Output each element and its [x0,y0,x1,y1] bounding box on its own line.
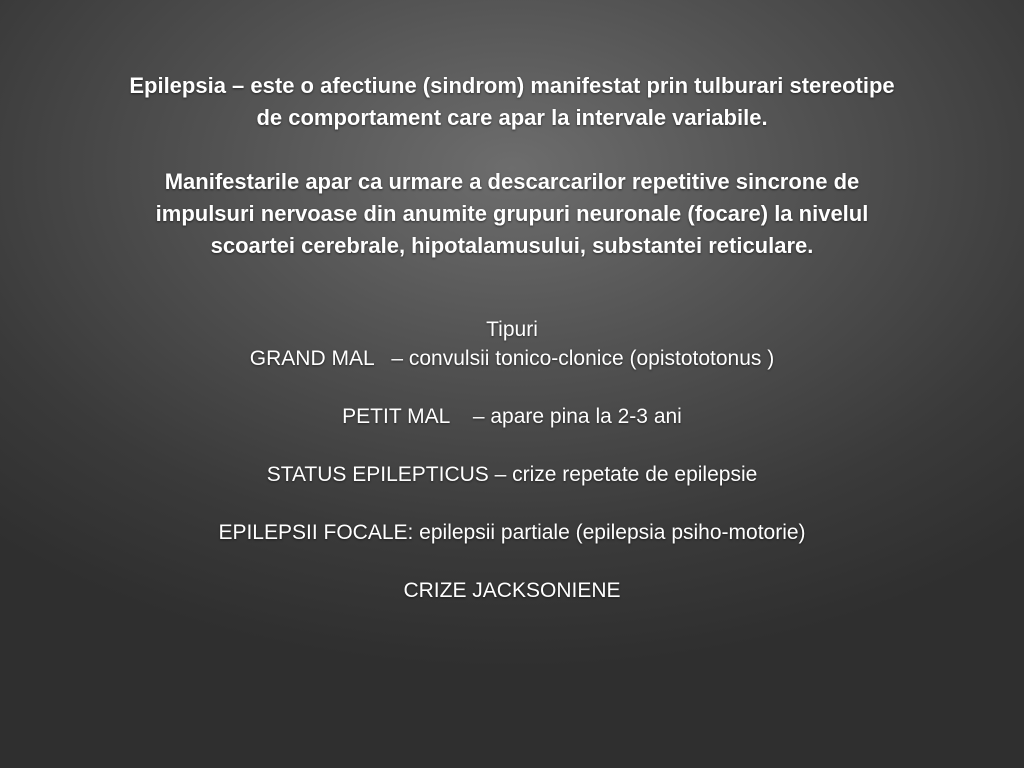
list-spacer [40,489,984,518]
definition-line-2: de comportament care apar la intervale variabile. [256,105,768,130]
list-spacer [40,373,984,402]
type-crize-jacksoniene: CRIZE JACKSONIENE [403,579,621,602]
list-spacer [40,431,984,460]
definition-line-1: Epilepsia – este o afectiune (sindrom) manifestat prin tulburari stereotipe [129,73,895,98]
type-status-epilepticus: STATUS EPILEPTICUS – crize repetate de epilepsie [266,463,758,486]
list-spacer [40,547,984,576]
manifestations-line-2: impulsuri nervoase din anumite grupuri neuronale (focare) la nivelul [155,201,869,226]
type-epilepsii-focale: EPILEPSII FOCALE: epilepsii partiale (epilepsia psiho-motorie) [218,521,806,544]
types-heading: Tipuri [486,318,538,341]
intro-text-block [40,70,984,262]
manifestations-line-3: scoartei cerebrale, hipotalamusului, substantei reticulare. [210,233,814,258]
type-petit-mal: PETIT MAL – apare pina la 2-3 ani [342,405,682,428]
manifestations-line-1: Manifestarile apar ca urmare a descarcarilor repetitive sincrone de [164,169,860,194]
types-list [40,315,984,605]
paragraph-spacer [40,134,984,166]
type-grand-mal: GRAND MAL – convulsii tonico-clonice (opistototonus ) [249,347,775,370]
